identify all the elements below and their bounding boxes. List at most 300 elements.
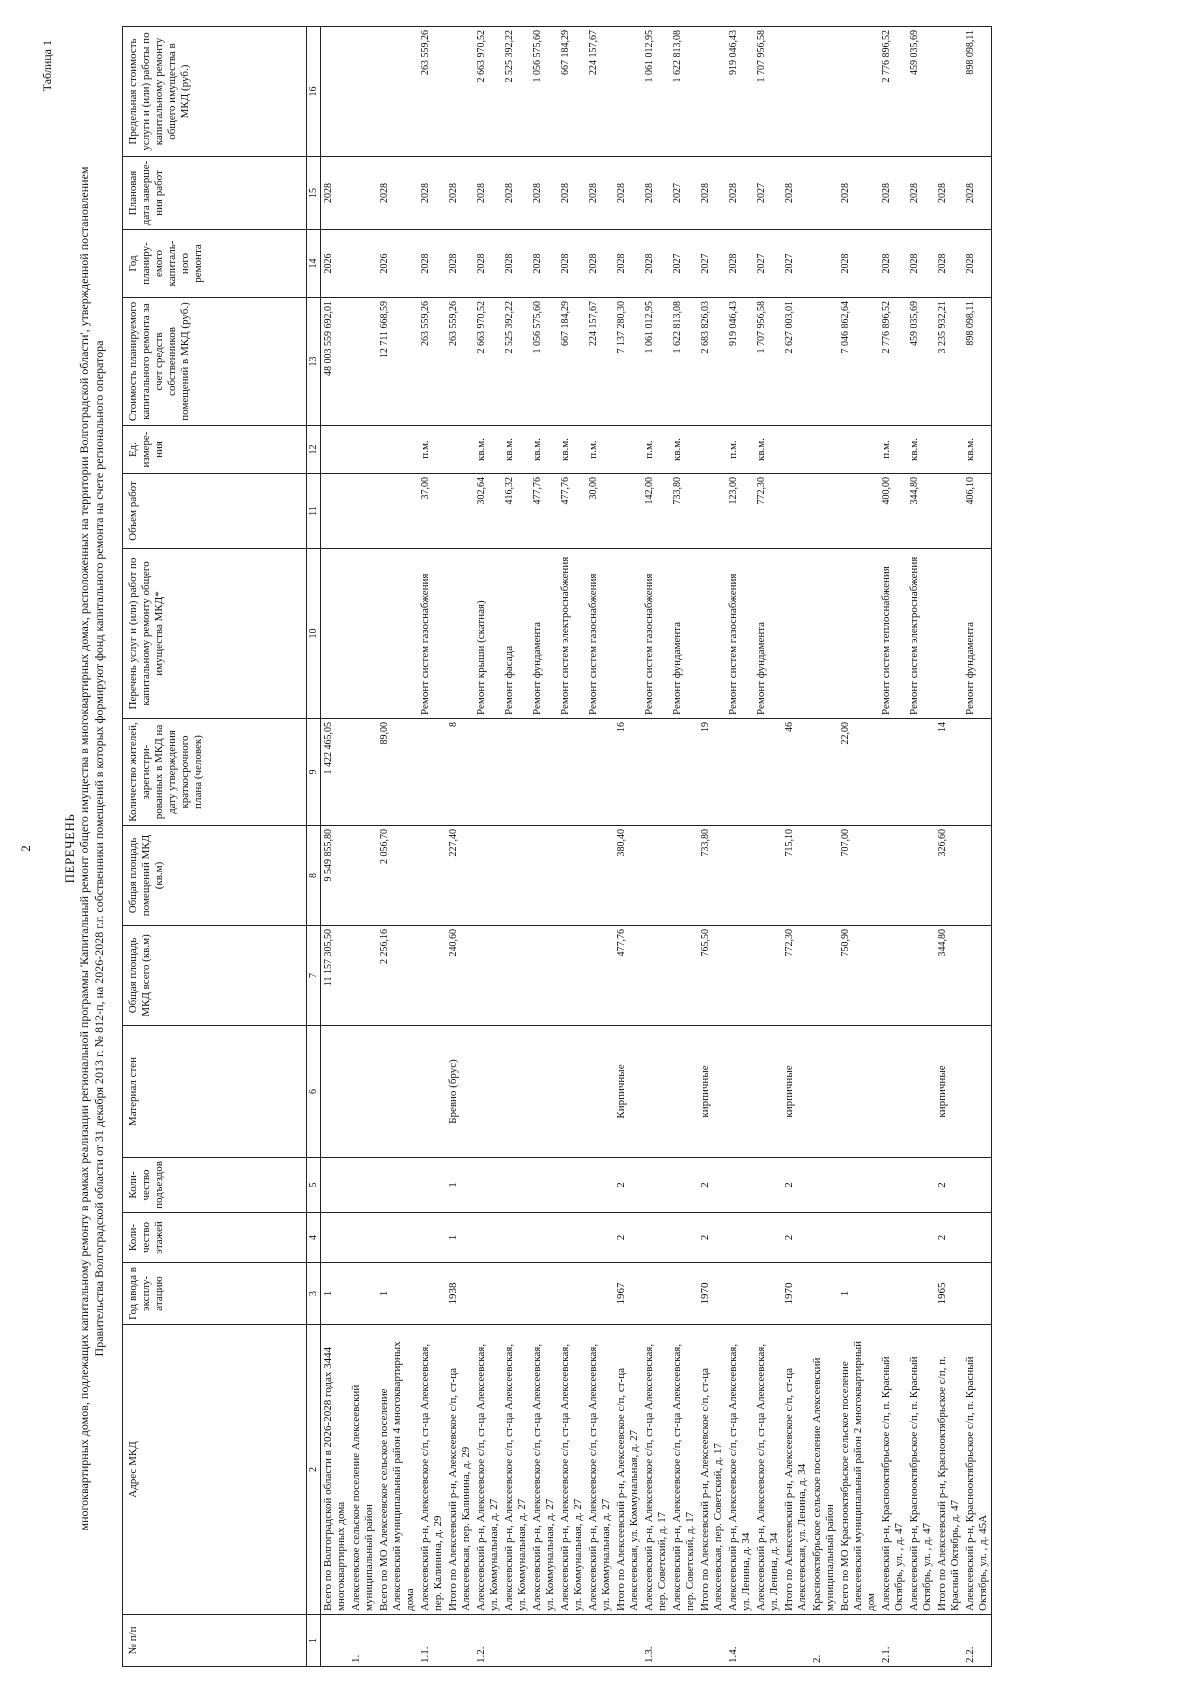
cell-col-16: 1 056 575,60	[530, 27, 558, 157]
cell-col-10: Ремонт систем электроснабжения	[558, 549, 586, 719]
cell-col-4	[838, 1213, 879, 1263]
cell-col-7: 240,60	[446, 926, 474, 1026]
cell-col-2: Алексеевский р-н, Алексеевское с/п, ст-ца Алексеевская, ул. Коммунальная, д. 27	[474, 1325, 502, 1615]
column-header-4: Коли-чество этажей	[123, 1213, 307, 1263]
cell-col-6	[558, 1026, 586, 1158]
cell-col-15: 2028	[614, 157, 642, 230]
cell-col-8	[642, 826, 670, 926]
cell-col-15: 2028	[474, 157, 502, 230]
cell-col-15: 2028	[963, 157, 992, 230]
column-number-row	[307, 27, 321, 1667]
cell-col-4	[502, 1213, 530, 1263]
cell-col-13: 919 046,43	[726, 298, 754, 426]
cell-col-12: п.м.	[642, 426, 670, 474]
cell-col-1	[586, 1615, 614, 1667]
cell-col-13	[810, 298, 838, 426]
cell-col-16	[782, 27, 810, 157]
cell-col-6	[349, 1026, 377, 1158]
cell-col-12	[377, 426, 418, 474]
cell-col-7	[349, 926, 377, 1026]
cell-col-2: Алексеевский р-н, Алексеевское с/п, ст-ца Алексеевская, ул. Ленина, д. 34	[726, 1325, 754, 1615]
document-title	[62, 40, 107, 1657]
cell-col-6	[726, 1026, 754, 1158]
cell-col-6	[879, 1026, 907, 1158]
cell-col-2: Алексеевский р-н, Алексеевское с/п, ст-ца Алексеевская, ул. Коммунальная, д. 27	[502, 1325, 530, 1615]
column-header-2: Адрес МКД	[123, 1325, 307, 1615]
cell-col-2: Итого по Алексеевский р-н, Алексеевское с/п, ст-ца Алексеевская, ул. Коммунальная, д. 27	[614, 1325, 642, 1615]
column-number-10: 10	[307, 549, 321, 719]
cell-col-15: 2028	[418, 157, 446, 230]
cell-col-5	[377, 1158, 418, 1213]
column-header-8: Общая площадь помещений МКД (кв.м)	[123, 826, 307, 926]
cell-col-14: 2028	[935, 230, 963, 298]
cell-col-14: 2027	[782, 230, 810, 298]
table-row	[879, 27, 907, 1667]
cell-col-8	[558, 826, 586, 926]
cell-col-4: 2	[782, 1213, 810, 1263]
cell-col-15: 2028	[642, 157, 670, 230]
cell-col-11: 30,00	[586, 474, 614, 549]
cell-col-4	[377, 1213, 418, 1263]
cell-col-10: Ремонт систем газоснабжения	[418, 549, 446, 719]
cell-col-16: 919 046,43	[726, 27, 754, 157]
column-header-16: Предельная стоимость услуги и (или) работы по капитальному ремонту общего имущества в МКД (руб.)	[123, 27, 307, 157]
column-header-11: Объем работ	[123, 474, 307, 549]
cell-col-6	[907, 1026, 935, 1158]
cell-col-7: 477,76	[614, 926, 642, 1026]
cell-col-3	[810, 1263, 838, 1325]
cell-col-10	[614, 549, 642, 719]
table-row	[935, 27, 963, 1667]
cell-col-16: 224 157,67	[586, 27, 614, 157]
column-number-2: 2	[307, 1325, 321, 1615]
cell-col-3: 1967	[614, 1263, 642, 1325]
cell-col-3: 1	[838, 1263, 879, 1325]
cell-col-14: 2028	[879, 230, 907, 298]
cell-col-4	[810, 1213, 838, 1263]
cell-col-9	[530, 719, 558, 826]
cell-col-5	[321, 1158, 350, 1213]
cell-col-13: 1 061 012,95	[642, 298, 670, 426]
cell-col-1	[670, 1615, 698, 1667]
cell-col-5	[558, 1158, 586, 1213]
cell-col-15	[810, 157, 838, 230]
cell-col-11: 416,32	[502, 474, 530, 549]
cell-col-7	[502, 926, 530, 1026]
cell-col-2: Алексеевский р-н, Алексеевское с/п, ст-ца Алексеевская, ул. Коммунальная, д. 27	[558, 1325, 586, 1615]
cell-col-9	[474, 719, 502, 826]
cell-col-9	[586, 719, 614, 826]
cell-col-12: кв.м.	[530, 426, 558, 474]
cell-col-16: 1 622 813,08	[670, 27, 698, 157]
cell-col-2: Краснооктябрьское сельское поселение Алексеевский муниципальный район	[810, 1325, 838, 1615]
cell-col-2: Всего по МО Краснооктябрьское сельское поселение Алексеевский муниципальный район 2 многоквартирный дом	[838, 1325, 879, 1615]
cell-col-13: 3 235 932,21	[935, 298, 963, 426]
cell-col-3	[418, 1263, 446, 1325]
cell-col-9: 8	[446, 719, 474, 826]
cell-col-11	[446, 474, 474, 549]
cell-col-4	[670, 1213, 698, 1263]
cell-col-10	[935, 549, 963, 719]
cell-col-8	[349, 826, 377, 926]
cell-col-10	[782, 549, 810, 719]
cell-col-7	[810, 926, 838, 1026]
cell-col-15: 2028	[502, 157, 530, 230]
cell-col-2: Итого по Алексеевский р-н, Алексеевское с/п, ст-ца Алексеевская, ул. Ленина, д. 34	[782, 1325, 810, 1615]
column-number-16: 16	[307, 27, 321, 157]
cell-col-1	[377, 1615, 418, 1667]
cell-col-13: 459 035,69	[907, 298, 935, 426]
cell-col-1: 2.1.	[879, 1615, 907, 1667]
cell-col-16: 2 525 392,22	[502, 27, 530, 157]
cell-col-8: 380,40	[614, 826, 642, 926]
cell-col-12	[614, 426, 642, 474]
cell-col-10: Ремонт крыши (скатная)	[474, 549, 502, 719]
column-number-1: 1	[307, 1615, 321, 1667]
cell-col-2: Алексеевский р-н, Алексеевское с/п, ст-ца Алексеевская, пер. Советский, д. 17	[670, 1325, 698, 1615]
cell-col-12: кв.м.	[754, 426, 782, 474]
cell-col-16	[935, 27, 963, 157]
cell-col-1: 2.	[810, 1615, 838, 1667]
cell-col-4: 2	[935, 1213, 963, 1263]
cell-col-15: 2028	[586, 157, 614, 230]
cell-col-5	[586, 1158, 614, 1213]
column-number-15: 15	[307, 157, 321, 230]
cell-col-7: 750,90	[838, 926, 879, 1026]
column-number-4: 4	[307, 1213, 321, 1263]
cell-col-10	[838, 549, 879, 719]
cell-col-3	[879, 1263, 907, 1325]
cell-col-14	[349, 230, 377, 298]
cell-col-16	[838, 27, 879, 157]
cell-col-15: 2028	[935, 157, 963, 230]
cell-col-5	[726, 1158, 754, 1213]
cell-col-5	[810, 1158, 838, 1213]
cell-col-4	[754, 1213, 782, 1263]
cell-col-16: 2 776 896,52	[879, 27, 907, 157]
header-row	[123, 27, 307, 1667]
cell-col-15: 2027	[754, 157, 782, 230]
cell-col-14: 2027	[698, 230, 726, 298]
cell-col-14: 2028	[558, 230, 586, 298]
cell-col-6	[586, 1026, 614, 1158]
cell-col-5	[502, 1158, 530, 1213]
cell-col-1	[446, 1615, 474, 1667]
cell-col-12	[935, 426, 963, 474]
cell-col-12: п.м.	[586, 426, 614, 474]
cell-col-9	[502, 719, 530, 826]
cell-col-12	[810, 426, 838, 474]
cell-col-16: 1 061 012,95	[642, 27, 670, 157]
cell-col-14: 2026	[321, 230, 350, 298]
cell-col-1	[698, 1615, 726, 1667]
cell-col-1: 1.2.	[474, 1615, 502, 1667]
cell-col-1	[754, 1615, 782, 1667]
cell-col-3	[642, 1263, 670, 1325]
cell-col-5	[474, 1158, 502, 1213]
cell-col-11: 772,30	[754, 474, 782, 549]
cell-col-12: кв.м.	[963, 426, 992, 474]
table-label: Таблица 1	[40, 40, 54, 92]
cell-col-15: 2028	[558, 157, 586, 230]
cell-col-14: 2028	[530, 230, 558, 298]
cell-col-3: 1970	[698, 1263, 726, 1325]
title-line-2: Правительства Волгоградской области от 31 декабря 2013 г. № 812-п, на 2026-2028 г.г. собственники помещений в которых формируют фонд капитального ремонта на счете регионального оператора	[92, 340, 106, 1357]
column-number-14: 14	[307, 230, 321, 298]
cell-col-5: 2	[935, 1158, 963, 1213]
cell-col-16	[614, 27, 642, 157]
cell-col-6	[642, 1026, 670, 1158]
cell-col-1	[782, 1615, 810, 1667]
cell-col-7	[558, 926, 586, 1026]
cell-col-15: 2028	[907, 157, 935, 230]
cell-col-13: 2 663 970,52	[474, 298, 502, 426]
cell-col-16: 2 663 970,52	[474, 27, 502, 157]
column-header-14: Год планиру-емого капиталь-ного ремонта	[123, 230, 307, 298]
cell-col-13: 2 683 826,03	[698, 298, 726, 426]
cell-col-7: 772,30	[782, 926, 810, 1026]
cell-col-4: 1	[446, 1213, 474, 1263]
cell-col-13: 7 046 862,64	[838, 298, 879, 426]
column-number-6: 6	[307, 1026, 321, 1158]
cell-col-14: 2028	[586, 230, 614, 298]
cell-col-9: 19	[698, 719, 726, 826]
cell-col-11: 406,10	[963, 474, 992, 549]
cell-col-14: 2028	[614, 230, 642, 298]
cell-col-6	[670, 1026, 698, 1158]
cell-col-6	[418, 1026, 446, 1158]
cell-col-6: Кирпичные	[614, 1026, 642, 1158]
cell-col-2: Алексеевское сельское поселение Алексеевский муниципальный район	[349, 1325, 377, 1615]
cell-col-5: 2	[614, 1158, 642, 1213]
cell-col-9	[754, 719, 782, 826]
cell-col-10: Ремонт систем теплоснабжения	[879, 549, 907, 719]
table-row	[670, 27, 698, 1667]
cell-col-8	[418, 826, 446, 926]
cell-col-8	[963, 826, 992, 926]
cell-col-16	[321, 27, 350, 157]
cell-col-14: 2028	[726, 230, 754, 298]
cell-col-8: 733,80	[698, 826, 726, 926]
cell-col-12	[321, 426, 350, 474]
cell-col-1	[614, 1615, 642, 1667]
cell-col-7: 765,50	[698, 926, 726, 1026]
cell-col-5	[642, 1158, 670, 1213]
cell-col-8: 326,60	[935, 826, 963, 926]
cell-col-9	[810, 719, 838, 826]
cell-col-8	[586, 826, 614, 926]
cell-col-2: Всего по Волгоградской области в 2026-2028 годах 3444 многоквартирных дома	[321, 1325, 350, 1615]
cell-col-13: 263 559,26	[418, 298, 446, 426]
cell-col-13: 7 137 280,30	[614, 298, 642, 426]
cell-col-6	[963, 1026, 992, 1158]
cell-col-15: 2027	[670, 157, 698, 230]
cell-col-8	[810, 826, 838, 926]
cell-col-7	[879, 926, 907, 1026]
cell-col-11: 477,76	[530, 474, 558, 549]
table-row	[838, 27, 879, 1667]
cell-col-3	[530, 1263, 558, 1325]
cell-col-9	[670, 719, 698, 826]
cell-col-7	[670, 926, 698, 1026]
cell-col-9: 14	[935, 719, 963, 826]
cell-col-3	[726, 1263, 754, 1325]
cell-col-16	[349, 27, 377, 157]
cell-col-12: п.м.	[418, 426, 446, 474]
table-row	[530, 27, 558, 1667]
table-row	[558, 27, 586, 1667]
cell-col-1: 1.3.	[642, 1615, 670, 1667]
cell-col-7	[530, 926, 558, 1026]
cell-col-2: Итого по Алексеевский р-н, Алексеевское с/п, ст-ца Алексеевская, пер. Калинина, д. 29	[446, 1325, 474, 1615]
cell-col-6	[838, 1026, 879, 1158]
column-number-12: 12	[307, 426, 321, 474]
cell-col-7	[907, 926, 935, 1026]
cell-col-7	[754, 926, 782, 1026]
column-number-7: 7	[307, 926, 321, 1026]
cell-col-14	[810, 230, 838, 298]
cell-col-4: 2	[614, 1213, 642, 1263]
cell-col-9	[642, 719, 670, 826]
cell-col-6: кирпичные	[935, 1026, 963, 1158]
cell-col-10: Ремонт фундамента	[670, 549, 698, 719]
cell-col-10: Ремонт систем электроснабжения	[907, 549, 935, 719]
cell-col-8	[530, 826, 558, 926]
cell-col-14: 2026	[377, 230, 418, 298]
cell-col-2: Алексеевский р-н, Алексеевское с/п, ст-ца Алексеевская, ул. Ленина, д. 34	[754, 1325, 782, 1615]
cell-col-14: 2027	[670, 230, 698, 298]
table-row	[726, 27, 754, 1667]
cell-col-5	[879, 1158, 907, 1213]
cell-col-14: 2028	[418, 230, 446, 298]
cell-col-2: Алексеевский р-н, Алексеевское с/п, ст-ца Алексеевская, ул. Коммунальная, д. 27	[586, 1325, 614, 1615]
cell-col-13: 1 707 956,58	[754, 298, 782, 426]
cell-col-6	[321, 1026, 350, 1158]
cell-col-7	[474, 926, 502, 1026]
cell-col-10	[446, 549, 474, 719]
cell-col-10: Ремонт фундамента	[963, 549, 992, 719]
cell-col-5	[670, 1158, 698, 1213]
cell-col-6: кирпичные	[782, 1026, 810, 1158]
cell-col-16: 263 559,26	[418, 27, 446, 157]
cell-col-6: кирпичные	[698, 1026, 726, 1158]
cell-col-1: 1.1.	[418, 1615, 446, 1667]
cell-col-12	[446, 426, 474, 474]
cell-col-3	[670, 1263, 698, 1325]
cell-col-6	[810, 1026, 838, 1158]
cell-col-14: 2028	[642, 230, 670, 298]
cell-col-11	[810, 474, 838, 549]
cell-col-8: 9 549 855,80	[321, 826, 350, 926]
cell-col-14: 2028	[907, 230, 935, 298]
cell-col-2: Итого по Алексеевский р-н, Алексеевское с/п, ст-ца Алексеевская, пер. Советский, д. 17	[698, 1325, 726, 1615]
cell-col-11	[935, 474, 963, 549]
cell-col-9: 22,00	[838, 719, 879, 826]
cell-col-6	[502, 1026, 530, 1158]
cell-col-11	[698, 474, 726, 549]
cell-col-2: Алексеевский р-н, Алексеевское с/п, ст-ца Алексеевская, ул. Коммунальная, д. 27	[530, 1325, 558, 1615]
cell-col-1	[935, 1615, 963, 1667]
cell-col-3	[349, 1263, 377, 1325]
column-number-11: 11	[307, 474, 321, 549]
cell-col-9	[879, 719, 907, 826]
cell-col-4	[321, 1213, 350, 1263]
cell-col-4	[586, 1213, 614, 1263]
cell-col-10: Ремонт фундамента	[754, 549, 782, 719]
column-number-3: 3	[307, 1263, 321, 1325]
cell-col-15	[349, 157, 377, 230]
cell-col-4: 2	[698, 1213, 726, 1263]
cell-col-15: 2028	[879, 157, 907, 230]
column-header-3: Год ввода в эксплу-атацию	[123, 1263, 307, 1325]
cell-col-3	[502, 1263, 530, 1325]
cell-col-10	[321, 549, 350, 719]
cell-col-11	[838, 474, 879, 549]
cell-col-3: 1965	[935, 1263, 963, 1325]
cell-col-16: 459 035,69	[907, 27, 935, 157]
cell-col-13: 48 003 559 692,01	[321, 298, 350, 426]
table-row	[502, 27, 530, 1667]
cell-col-14: 2028	[502, 230, 530, 298]
cell-col-12	[782, 426, 810, 474]
cell-col-8: 715,10	[782, 826, 810, 926]
cell-col-13: 2 525 392,22	[502, 298, 530, 426]
column-header-15: Плановая дата заверше-ния работ	[123, 157, 307, 230]
cell-col-11	[349, 474, 377, 549]
cell-col-2: Алексеевский р-н, Краснооктябрьское с/п, п. Красный Октябрь, ул. , д. 47	[879, 1325, 907, 1615]
cell-col-12: кв.м.	[907, 426, 935, 474]
cell-col-13	[349, 298, 377, 426]
cell-col-5	[530, 1158, 558, 1213]
cell-col-13: 1 056 575,60	[530, 298, 558, 426]
cell-col-4	[642, 1213, 670, 1263]
cell-col-7	[418, 926, 446, 1026]
cell-col-11: 733,80	[670, 474, 698, 549]
cell-col-10	[810, 549, 838, 719]
cell-col-8	[474, 826, 502, 926]
cell-col-3	[963, 1263, 992, 1325]
cell-col-15: 2028	[698, 157, 726, 230]
cell-col-13: 898 098,11	[963, 298, 992, 426]
cell-col-2: Алексеевский р-н, Алексеевское с/п, ст-ца Алексеевская, пер. Калинина, д. 29	[418, 1325, 446, 1615]
cell-col-3: 1	[321, 1263, 350, 1325]
cell-col-3: 1	[377, 1263, 418, 1325]
cell-col-11: 123,00	[726, 474, 754, 549]
table-row	[586, 27, 614, 1667]
cell-col-13: 1 622 813,08	[670, 298, 698, 426]
table-row	[963, 27, 992, 1667]
cell-col-15: 2028	[726, 157, 754, 230]
cell-col-5	[838, 1158, 879, 1213]
cell-col-1	[838, 1615, 879, 1667]
cell-col-16: 898 098,11	[963, 27, 992, 157]
cell-col-8: 227,40	[446, 826, 474, 926]
cell-col-12: п.м.	[726, 426, 754, 474]
table-row	[418, 27, 446, 1667]
cell-col-4	[558, 1213, 586, 1263]
cell-col-11	[782, 474, 810, 549]
cell-col-7: 344,80	[935, 926, 963, 1026]
cell-col-11	[321, 474, 350, 549]
cell-col-12: кв.м.	[670, 426, 698, 474]
column-header-6: Материал стен	[123, 1026, 307, 1158]
cell-col-2: Алексеевский р-н, Краснооктябрьское с/п, п. Красный Октябрь, ул. , д. 47	[907, 1325, 935, 1615]
cell-col-15: 2028	[321, 157, 350, 230]
cell-col-7: 2 256,16	[377, 926, 418, 1026]
column-number-5: 5	[307, 1158, 321, 1213]
cell-col-8	[754, 826, 782, 926]
table-row	[614, 27, 642, 1667]
